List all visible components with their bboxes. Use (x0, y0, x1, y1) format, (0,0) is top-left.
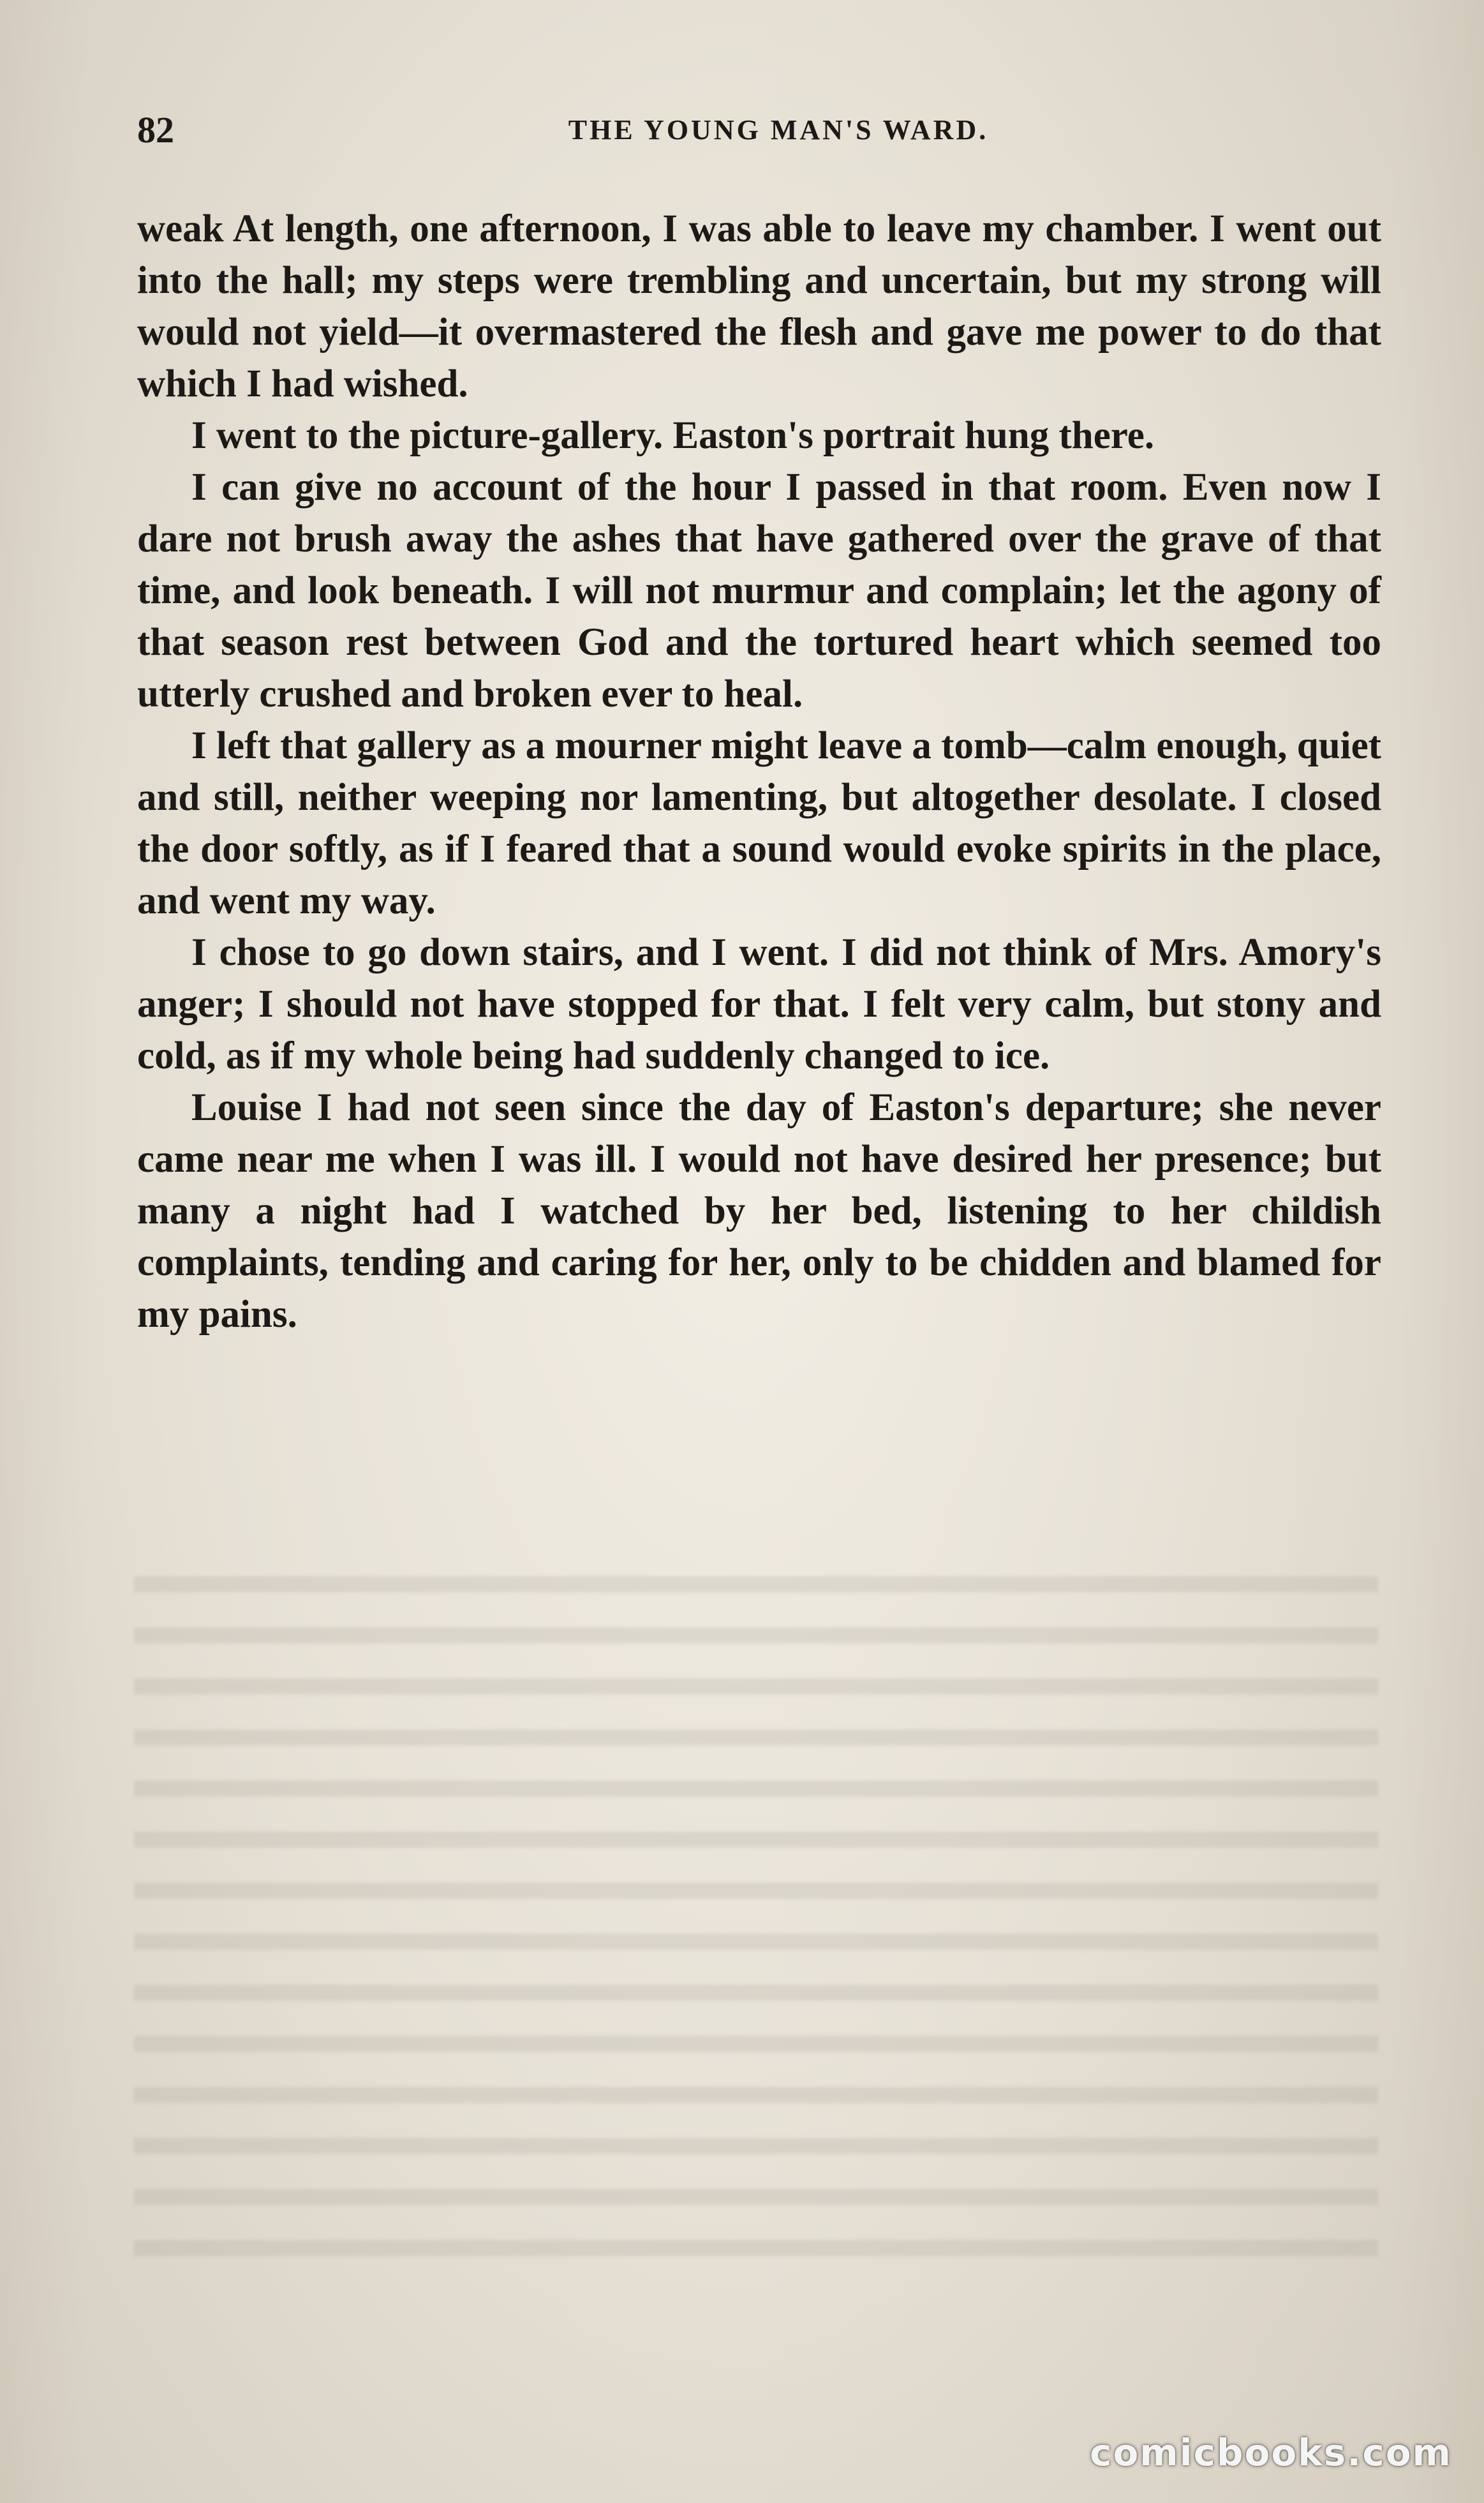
paragraph: weak At length, one afternoon, I was able to leave my chamber. I went out into the hall; my steps were trembling and uncertain, but my strong will would not yield—it overmastered the flesh and gave me power to do that which I had wished. (137, 207, 1381, 405)
paragraph: Louise I had not seen since the day of Easton's departure; she never came near me when I was ill. I would not have desired her presence; but many a night had I watched by her bed, listening to her childish complaints, tending and caring for her, only to be chidden and blamed for my pains. (137, 1086, 1381, 1336)
paragraph: I chose to go down stairs, and I went. I did not think of Mrs. Amory's anger; I should not have stopped for that. I felt very calm, but stony and cold, as if my whole being had suddenly changed to ice. (137, 931, 1381, 1077)
running-head: THE YOUNG MAN'S WARD. (568, 114, 989, 146)
paragraph: I went to the picture-gallery. Easton's portrait hung there. (191, 414, 1155, 457)
page-header (137, 108, 1381, 166)
body-text (137, 203, 1381, 1340)
watermark: comicbooks.com (1090, 2431, 1452, 2474)
paragraph: I left that gallery as a mourner might leave a tomb—calm enough, quiet and still, neither weeping nor lamenting, but altogether desolate. I closed the door softly, as if I feared that a sound would evoke spirits in the place, and went my way. (137, 724, 1381, 922)
page-number: 82 (137, 109, 174, 151)
paragraph: I can give no account of the hour I passed in that room. Even now I dare not brush away the ashes that have gathered over the grave of that time, and look beneath. I will not murmur and complain; let the agony of that season rest between God and the tortured heart which seemed too utterly crushed and broken ever to heal. (137, 466, 1381, 715)
show-through-text (134, 1557, 1378, 2272)
